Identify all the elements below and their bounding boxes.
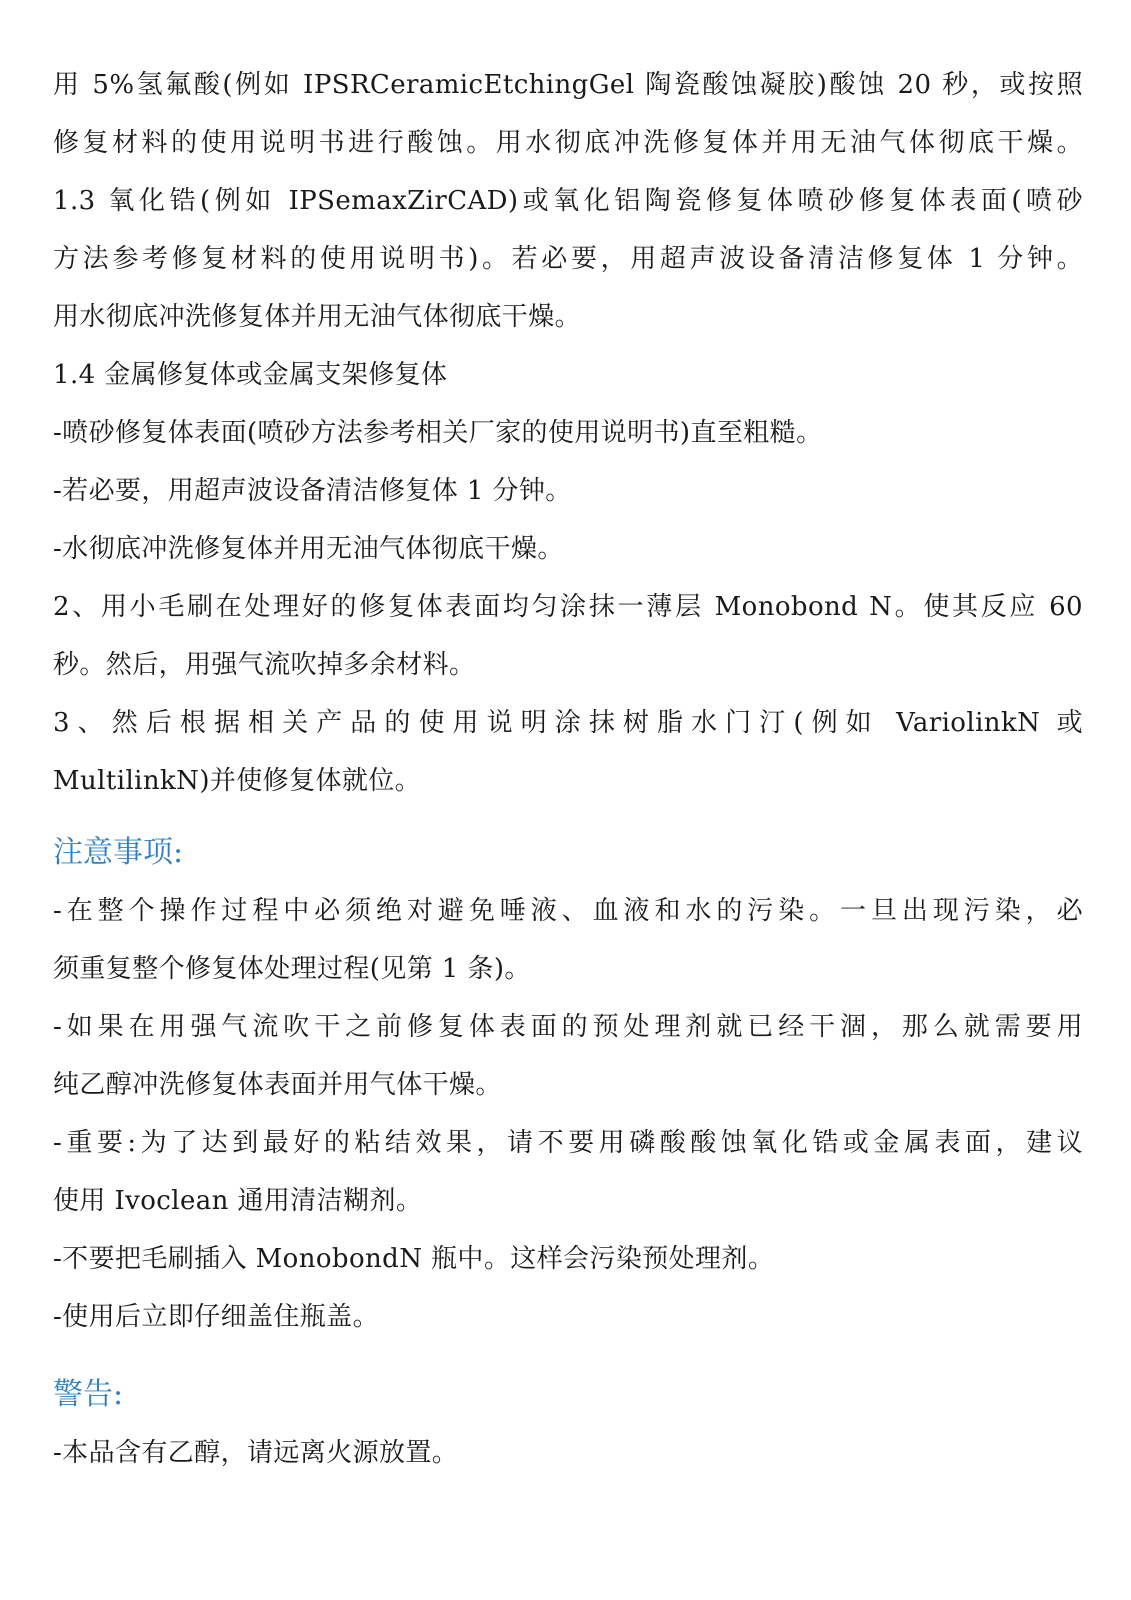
body-line: -水彻底冲洗修复体并用无油气体彻底干燥。: [53, 534, 564, 564]
notes-line: -不要把毛刷插入 MonobondN 瓶中。这样会污染预处理剂。: [53, 1244, 775, 1274]
body-line: 3、然后根据相关产品的使用说明涂抹树脂水门汀(例如 VariolinkN 或: [53, 708, 1083, 738]
notes-line: -在整个操作过程中必须绝对避免唾液、血液和水的污染。一旦出现污染，必: [53, 896, 1083, 926]
notes-line: -如果在用强气流吹干之前修复体表面的预处理剂就已经干涸，那么就需要用: [53, 1012, 1083, 1042]
notes-line: 使用 Ivoclean 通用清洁糊剂。: [53, 1186, 423, 1216]
body-line: 方法参考修复材料的使用说明书)。若必要，用超声波设备清洁修复体 1 分钟。: [53, 244, 1083, 274]
notes-heading: 注意事项:: [53, 835, 184, 870]
warning-line: -本品含有乙醇，请远离火源放置。: [53, 1438, 459, 1468]
body-line: 2、用小毛刷在处理好的修复体表面均匀涂抹一薄层 Monobond N。使其反应 60: [53, 592, 1083, 622]
body-line: -喷砂修复体表面(喷砂方法参考相关厂家的使用说明书)直至粗糙。: [53, 418, 823, 448]
body-line: 用水彻底冲洗修复体并用无油气体彻底干燥。: [53, 302, 582, 332]
document-page: [53, 56, 1083, 1482]
warning-heading: 警告:: [53, 1377, 124, 1412]
body-line: MultilinkN)并使修复体就位。: [53, 766, 422, 796]
body-line: 1.4 金属修复体或金属支架修复体: [53, 360, 448, 390]
body-line: -若必要，用超声波设备清洁修复体 1 分钟。: [53, 476, 572, 506]
body-line: 1.3 氧化锆(例如 IPSemaxZirCAD)或氧化铝陶瓷修复体喷砂修复体表面(喷砂: [53, 186, 1083, 216]
body-line: 秒。然后，用强气流吹掉多余材料。: [53, 650, 476, 680]
body-line: 用 5%氢氟酸(例如 IPSRCeramicEtchingGel 陶瓷酸蚀凝胶)酸蚀 20 秒，或按照: [53, 70, 1083, 100]
notes-line: -重要:为了达到最好的粘结效果，请不要用磷酸酸蚀氧化锆或金属表面，建议: [53, 1128, 1083, 1158]
notes-line: 须重复整个修复体处理过程(见第 1 条)。: [53, 954, 531, 984]
notes-line: 纯乙醇冲洗修复体表面并用气体干燥。: [53, 1070, 502, 1100]
body-line: 修复材料的使用说明书进行酸蚀。用水彻底冲洗修复体并用无油气体彻底干燥。: [53, 128, 1083, 158]
notes-line: -使用后立即仔细盖住瓶盖。: [53, 1302, 379, 1332]
